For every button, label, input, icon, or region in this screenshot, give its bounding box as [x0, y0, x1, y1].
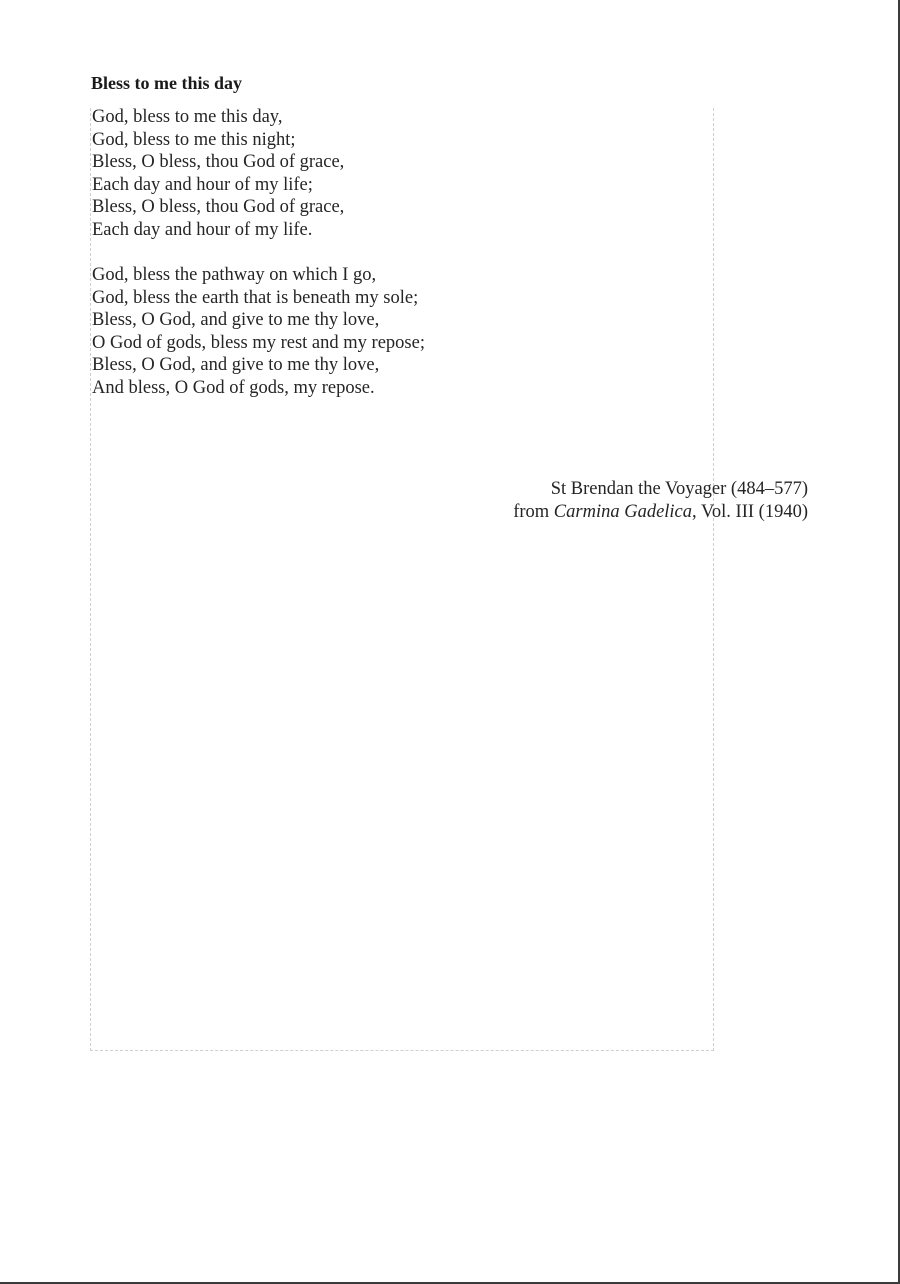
- verse-line: O God of gods, bless my rest and my repose;: [92, 332, 425, 353]
- attribution-author: St Brendan the Voyager (484–577): [550, 479, 808, 499]
- poem-title: Bless to me this day: [91, 73, 243, 93]
- text-frame-guide: [90, 108, 714, 1051]
- verse-line: God, bless to me this day,: [92, 107, 283, 127]
- verse-line: God, bless the pathway on which I go,: [92, 265, 377, 285]
- verse-line: Bless, O bless, thou God of grace,: [92, 152, 345, 172]
- verse-line: Each day and hour of my life.: [92, 219, 313, 240]
- verse-line: Bless, O God, and give to me thy love,: [92, 310, 380, 330]
- verse-line: Each day and hour of my life;: [92, 174, 313, 195]
- attribution-source: [513, 501, 808, 524]
- attribution: [513, 478, 808, 523]
- verse-line: And bless, O God of gods, my repose.: [92, 377, 375, 398]
- source-suffix: , Vol. III (1940): [692, 501, 808, 522]
- stanza-1: [92, 106, 344, 241]
- verse-line: Bless, O bless, thou God of grace,: [92, 197, 345, 217]
- stanza-2: [92, 264, 425, 399]
- verse-line: God, bless the earth that is beneath my sole;: [92, 287, 419, 308]
- verse-line: God, bless to me this night;: [92, 129, 296, 150]
- source-title: Carmina Gadelica: [553, 501, 693, 522]
- verse-line: Bless, O God, and give to me thy love,: [92, 355, 380, 375]
- source-prefix: from: [513, 501, 554, 522]
